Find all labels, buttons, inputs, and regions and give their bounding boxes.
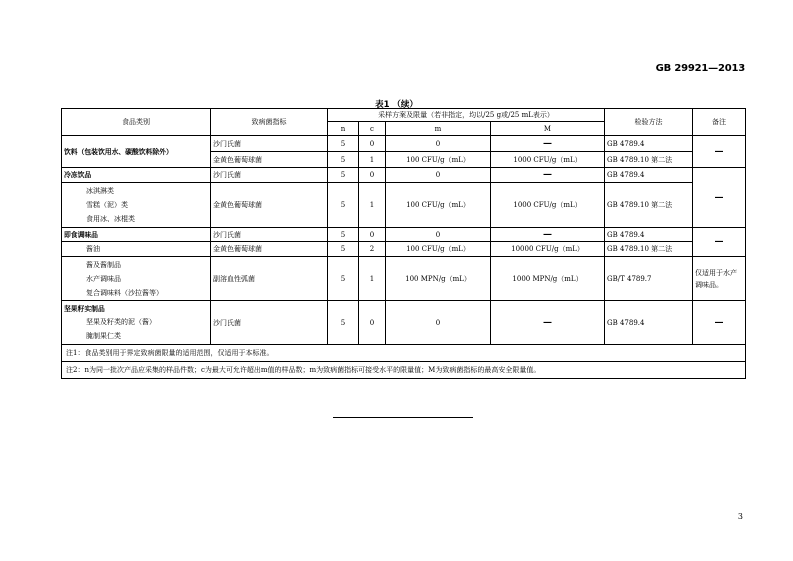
pathogen-cell: 副溶血性弧菌 bbox=[211, 257, 328, 301]
method-cell: GB 4789.4 bbox=[605, 228, 693, 242]
n-cell: 5 bbox=[328, 183, 359, 228]
pathogen-cell: 沙门氏菌 bbox=[211, 136, 328, 152]
remark-cell: — bbox=[693, 136, 746, 168]
method-cell: GB/T 4789.7 bbox=[605, 257, 693, 301]
note-row bbox=[62, 345, 746, 362]
remark-cell: — bbox=[693, 168, 746, 228]
subcategory-cell bbox=[62, 257, 211, 301]
remark-cell: 仅适用于水产调味品。 bbox=[693, 257, 746, 301]
header-remarks: 备注 bbox=[693, 109, 746, 136]
n-cell: 5 bbox=[328, 168, 359, 183]
c-cell: 0 bbox=[359, 301, 386, 345]
table-row bbox=[62, 301, 746, 345]
method-cell: GB 4789.10 第二法 bbox=[605, 183, 693, 228]
category-frozen-drinks: 冷冻饮品 bbox=[62, 168, 211, 183]
c-cell: 1 bbox=[359, 183, 386, 228]
table-row bbox=[62, 242, 746, 257]
M-cell: — bbox=[491, 136, 605, 152]
M-cell: — bbox=[491, 168, 605, 183]
table-row bbox=[62, 257, 746, 301]
header-m: m bbox=[386, 122, 491, 136]
m-cell: 100 CFU/g（mL） bbox=[386, 183, 491, 228]
page-number: 3 bbox=[737, 512, 743, 521]
subcategory-cell bbox=[62, 183, 211, 228]
n-cell: 5 bbox=[328, 242, 359, 257]
pathogen-cell: 沙门氏菌 bbox=[211, 228, 328, 242]
method-cell: GB 4789.10 第二法 bbox=[605, 242, 693, 257]
table-row bbox=[62, 228, 746, 242]
c-cell: 2 bbox=[359, 242, 386, 257]
M-cell: 1000 CFU/g（mL） bbox=[491, 152, 605, 168]
M-cell: — bbox=[491, 228, 605, 242]
n-cell: 5 bbox=[328, 228, 359, 242]
m-cell: 0 bbox=[386, 301, 491, 345]
n-cell: 5 bbox=[328, 152, 359, 168]
subcategory-item: 复合调味料（沙拉酱等） bbox=[86, 288, 163, 297]
subcategory-item: 酱油 bbox=[86, 245, 100, 253]
remark-cell: — bbox=[693, 228, 746, 257]
method-cell: GB 4789.10 第二法 bbox=[605, 152, 693, 168]
c-cell: 1 bbox=[359, 257, 386, 301]
header-n: n bbox=[328, 122, 359, 136]
method-cell: GB 4789.4 bbox=[605, 168, 693, 183]
method-cell: GB 4789.4 bbox=[605, 301, 693, 345]
header-row-1 bbox=[62, 109, 746, 122]
table-row bbox=[62, 168, 746, 183]
pathogen-cell: 沙门氏菌 bbox=[211, 301, 328, 345]
subcategory-item: 食用冰、冰棍类 bbox=[86, 215, 135, 223]
category-beverages: 饮料（包装饮用水、碳酸饮料除外） bbox=[62, 136, 211, 168]
header-sampling-plan: 采样方案及限量（若非指定，均以/25 g或/25 mL表示） bbox=[328, 109, 605, 122]
method-cell: GB 4789.4 bbox=[605, 136, 693, 152]
note-row bbox=[62, 362, 746, 379]
subcategory-item: 冰淇淋类 bbox=[86, 187, 114, 195]
M-cell: 1000 MPN/g（mL） bbox=[491, 257, 605, 301]
c-cell: 1 bbox=[359, 152, 386, 168]
remark-cell: — bbox=[693, 301, 746, 345]
table-caption: 表1 （续） bbox=[375, 100, 418, 110]
header-pathogen: 致病菌指标 bbox=[211, 109, 328, 136]
c-cell: 0 bbox=[359, 228, 386, 242]
c-cell: 0 bbox=[359, 136, 386, 152]
M-cell: 10000 CFU/g（mL） bbox=[491, 242, 605, 257]
m-cell: 100 MPN/g（mL） bbox=[386, 257, 491, 301]
header-c: c bbox=[359, 122, 386, 136]
header-M: M bbox=[491, 122, 605, 136]
pathogen-cell: 金黄色葡萄球菌 bbox=[211, 152, 328, 168]
header-method: 检验方法 bbox=[605, 109, 693, 136]
subcategory-item: 水产调味品 bbox=[86, 274, 121, 283]
note-1: 注1：食品类别用于界定致病菌限量的适用范围，仅适用于本标准。 bbox=[62, 345, 746, 362]
subcategory-item: 雪糕（泥）类 bbox=[86, 201, 128, 209]
n-cell: 5 bbox=[328, 136, 359, 152]
M-cell: 1000 CFU/g（mL） bbox=[491, 183, 605, 228]
standard-number: GB 29921—2013 bbox=[655, 63, 745, 74]
table-row bbox=[62, 183, 746, 228]
n-cell: 5 bbox=[328, 257, 359, 301]
pathogen-limit-table bbox=[61, 108, 746, 379]
table-row bbox=[62, 136, 746, 152]
subcategory-item: 坚果及籽类的泥（酱） bbox=[86, 317, 156, 326]
header-food-category: 食品类别 bbox=[62, 109, 211, 136]
m-cell: 100 CFU/g（mL） bbox=[386, 152, 491, 168]
m-cell: 0 bbox=[386, 168, 491, 183]
category-condiments: 即食调味品 bbox=[62, 228, 211, 242]
subcategory-item: 酱及酱制品 bbox=[86, 260, 121, 269]
note-2: 注2：n为同一批次产品应采集的样品件数；c为最大可允许超出m值的样品数；m为致病菌指标可接受水平的限量值；M为致病菌指标的最高安全限量值。 bbox=[62, 362, 746, 379]
c-cell: 0 bbox=[359, 168, 386, 183]
m-cell: 100 CFU/g（mL） bbox=[386, 242, 491, 257]
M-cell: — bbox=[491, 301, 605, 345]
subcategory-item: 腌制果仁类 bbox=[86, 331, 121, 340]
pathogen-cell: 金黄色葡萄球菌 bbox=[211, 242, 328, 257]
subcategory-cell bbox=[62, 242, 211, 257]
pathogen-cell: 沙门氏菌 bbox=[211, 168, 328, 183]
n-cell: 5 bbox=[328, 301, 359, 345]
category-nuts: 坚果籽实制品 bbox=[64, 304, 105, 313]
m-cell: 0 bbox=[386, 228, 491, 242]
m-cell: 0 bbox=[386, 136, 491, 152]
end-rule bbox=[333, 417, 473, 418]
pathogen-cell: 金黄色葡萄球菌 bbox=[211, 183, 328, 228]
category-nuts-cell bbox=[62, 301, 211, 345]
